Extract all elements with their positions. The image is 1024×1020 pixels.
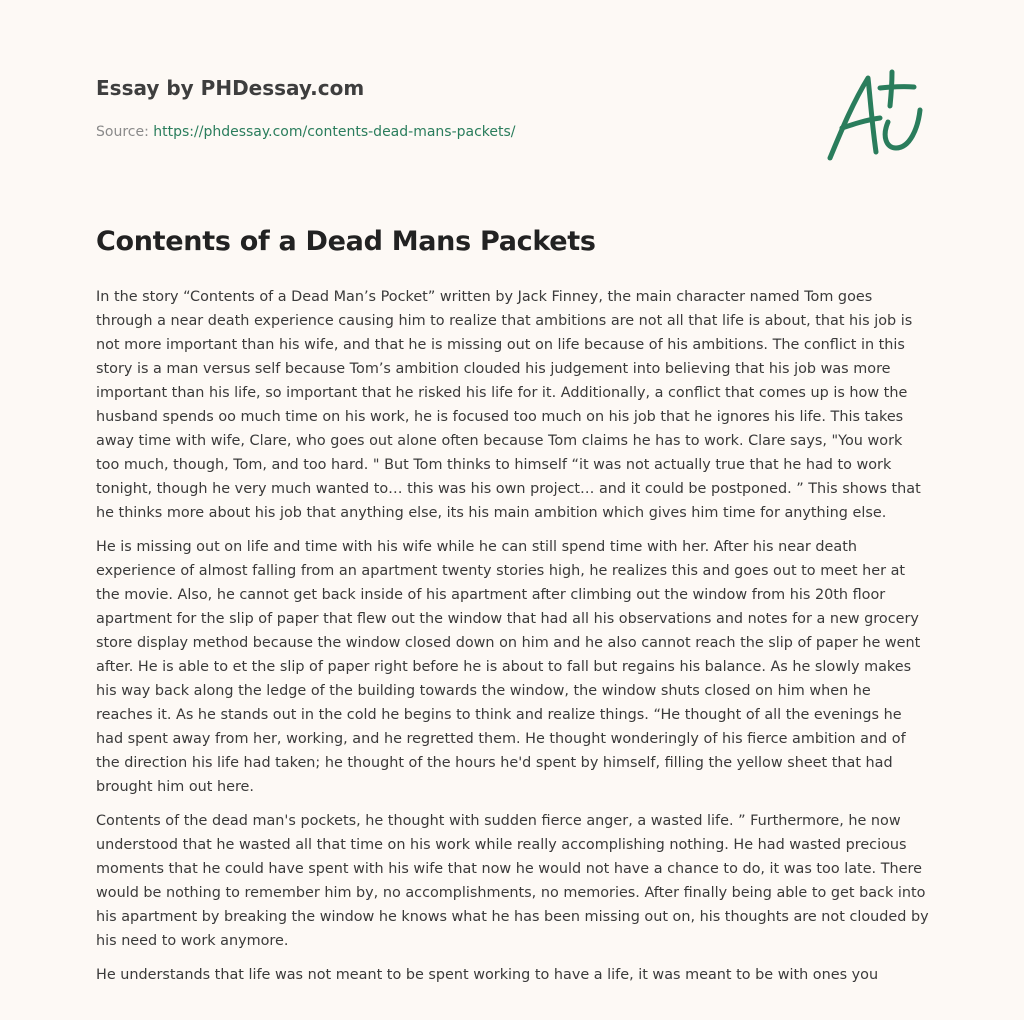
site-title: Essay by PHDessay.com <box>96 76 365 100</box>
essay-paragraph: He understands that life was not meant to be spent working to have a life, it was meant to be with ones you <box>96 967 879 983</box>
essay-body <box>96 285 930 997</box>
a-plus-grade-icon <box>822 66 928 166</box>
essay-paragraph: Contents of the dead man's pockets, he thought with sudden fierce anger, a wasted life. ” Furthermore, he now understood that he wasted all that time on his work while really accomplishing nothing. He had wasted precious moments that he could have spent with his wife that now he would not have a chance to do, it was too late. There would be nothing to remember him by, no accomplishments, no memories. After finally being able to get back into his apartment by breaking the window he knows what he has been missing out on, his thoughts are not clouded by his need to work anymore. <box>96 813 929 949</box>
essay-paragraph: In the story “Contents of a Dead Man’s Pocket” written by Jack Finney, the main character named Tom goes through a near death experience causing him to realize that ambitions are not all that life is about, that his job is not more important than his wife, and that he is missing out on life because of his ambitions. The conflict in this story is a man versus self because Tom’s ambition clouded his judgement into believing that his job was more important than his life, so important that he risked his life for it. Additionally, a conflict that comes up is how the husband spends oo much time on his work, he is focused too much on his job that he ignores his life. This takes away time with wife, Clare, who goes out alone often because Tom claims he has to work. Clare says, "You work too much, though, Tom, and too hard. " But Tom thinks to himself “it was not actually true that he had to work tonight, though he very much wanted to… this was his own project… and it could be postponed. ” This shows that he thinks more about his job that anything else, its his main ambition which gives him time for anything else. <box>96 289 921 521</box>
essay-paragraph: He is missing out on life and time with his wife while he can still spend time with her. After his near death experience of almost falling from an apartment twenty stories high, he realizes this and goes out to meet her at the movie. Also, he cannot get back inside of his apartment after climbing out the window from his 20th floor apartment for the slip of paper that flew out the window that had all his observations and notes for a new grocery store display method because the window closed down on him and he also cannot reach the slip of paper he went after. He is able to et the slip of paper right before he is about to fall but regains his balance. As he slowly makes his way back along the ledge of the building towards the window, the window shuts closed on him when he reaches it. As he stands out in the cold he begins to think and realize things. “He thought of all the evenings he had spent away from her, working, and he regretted them. He thought wonderingly of his fierce ambition and of the direction his life had taken; he thought of the hours he'd spent by himself, filling the yellow sheet that had brought him out here. <box>96 539 921 795</box>
source-line <box>96 124 516 140</box>
source-label: Source: <box>96 124 154 140</box>
essay-title: Contents of a Dead Mans Packets <box>96 226 596 257</box>
source-link[interactable]: https://phdessay.com/contents-dead-mans-packets/ <box>153 124 516 140</box>
